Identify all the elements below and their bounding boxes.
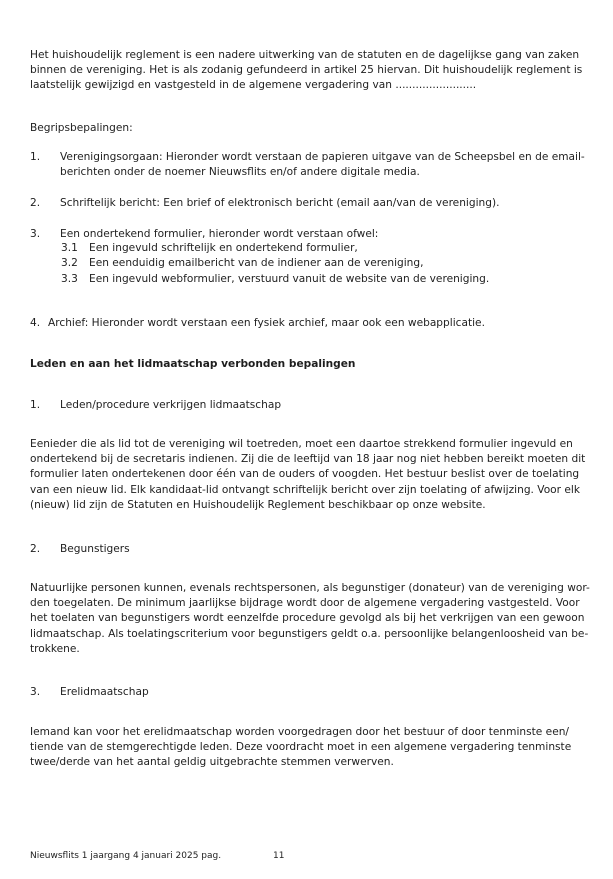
text-line: tiende van de stemgerechtigde leden. Deze voordracht moet in een algemene vergadering tenminste — [30, 741, 572, 754]
text-line: Het huishoudelijk reglement is een nadere uitwerking van de statuten en de dagelijkse gang van zaken — [30, 49, 580, 61]
section-paragraph — [30, 581, 590, 657]
subitem-number: 3.1 — [61, 242, 78, 254]
definitions-heading: Begripsbepalingen: — [30, 122, 133, 134]
section-title: Leden/procedure verkrijgen lidmaatschap — [60, 399, 282, 411]
section-number: 2. — [30, 543, 41, 555]
text-line: het toelaten van begunstigers wordt eenzelfde procedure gevolgd als bij het verkrijgen van een gewoon — [30, 612, 585, 625]
section-title: Erelidmaatschap — [60, 686, 149, 698]
subitem-number: 3.3 — [61, 273, 78, 285]
subitem-text: Een ingevuld webformulier, verstuurd vanuit de website van de vereniging. — [89, 273, 490, 285]
section-number: 3. — [30, 686, 41, 698]
subitem-text: Een eenduidig emailbericht van de indiener aan de vereniging, — [89, 257, 424, 269]
definition-number: 2. — [30, 197, 41, 209]
text-line: Eenieder die als lid tot de vereniging wil toetreden, moet een daartoe strekkend formulier ingevuld en — [30, 438, 573, 450]
text-line: Iemand kan voor het erelidmaatschap worden voorgedragen door het bestuur of door tenminste een/ — [30, 726, 569, 738]
section-title: Begunstigers — [60, 543, 130, 555]
section-heading: Leden en aan het lidmaatschap verbonden bepalingen — [30, 358, 356, 370]
section-paragraph — [30, 437, 586, 513]
definition-text: Schriftelijk bericht: Een brief of elektronisch bericht (email aan/van de vereniging). — [60, 197, 500, 209]
definition-number: 4. — [30, 317, 41, 329]
definition-number: 3. — [30, 228, 41, 240]
text-line: Natuurlijke personen kunnen, evenals rechtspersonen, als begunstiger (donateur) van de vereniging wor- — [30, 582, 590, 594]
definition-text: Archief: Hieronder wordt verstaan een fysiek archief, maar ook een webapplicatie. — [48, 317, 485, 329]
text-line: twee/derde van het aantal geldig uitgebrachte stemmen verwerven. — [30, 756, 394, 769]
text-line: (nieuw) lid zijn de Statuten en Huishoudelijk Reglement beschikbaar op onze website. — [30, 498, 486, 511]
text-line: trokkene. — [30, 642, 80, 655]
footer-publication: Nieuwsflits 1 jaargang 4 januari 2025 pag. — [30, 851, 222, 861]
text-line: den toegelaten. De minimum jaarlijkse bijdrage wordt door de algemene vergadering vastgesteld. Voor — [30, 597, 580, 610]
text-line: berichten onder de noemer Nieuwsflits en/of andere digitale media. — [60, 166, 420, 179]
footer-page-number: 11 — [273, 851, 285, 861]
text-line: lidmaatschap. Als toelatingscriterium voor begunstigers geldt o.a. persoonlijke belangenloosheid van be- — [30, 627, 589, 640]
text-line: formulier laten ondertekenen door één van de ouders of voogden. Het bestuur beslist over de toelating — [30, 468, 580, 481]
subitem-number: 3.2 — [61, 257, 78, 269]
definition-text — [60, 150, 585, 180]
text-line: van een nieuw lid. Elk kandidaat-lid ontvangt schriftelijk bericht over zijn toelating of afwijzing. Voor elk — [30, 483, 580, 496]
section-paragraph — [30, 725, 582, 771]
intro-paragraph — [30, 48, 582, 94]
definition-number: 1. — [30, 151, 41, 163]
text-line: laatstelijk gewijzigd en vastgesteld in de algemene vergadering van ........................ — [30, 79, 477, 92]
subitem-text: Een ingevuld schriftelijk en ondertekend formulier, — [89, 242, 358, 254]
text-line: binnen de vereniging. Het is als zodanig gefundeerd in artikel 25 hiervan. Dit huishoudelijk reglement is — [30, 64, 583, 77]
section-number: 1. — [30, 399, 41, 411]
text-line: ondertekend bij de secretaris indienen. Zij die de leeftijd van 18 jaar nog niet hebben bereikt moeten dit — [30, 453, 586, 466]
definition-text: Een ondertekend formulier, hieronder wordt verstaan ofwel: — [60, 228, 379, 240]
text-line: Verenigingsorgaan: Hieronder wordt verstaan de papieren uitgave van de Scheepsbel en de email- — [60, 151, 585, 163]
